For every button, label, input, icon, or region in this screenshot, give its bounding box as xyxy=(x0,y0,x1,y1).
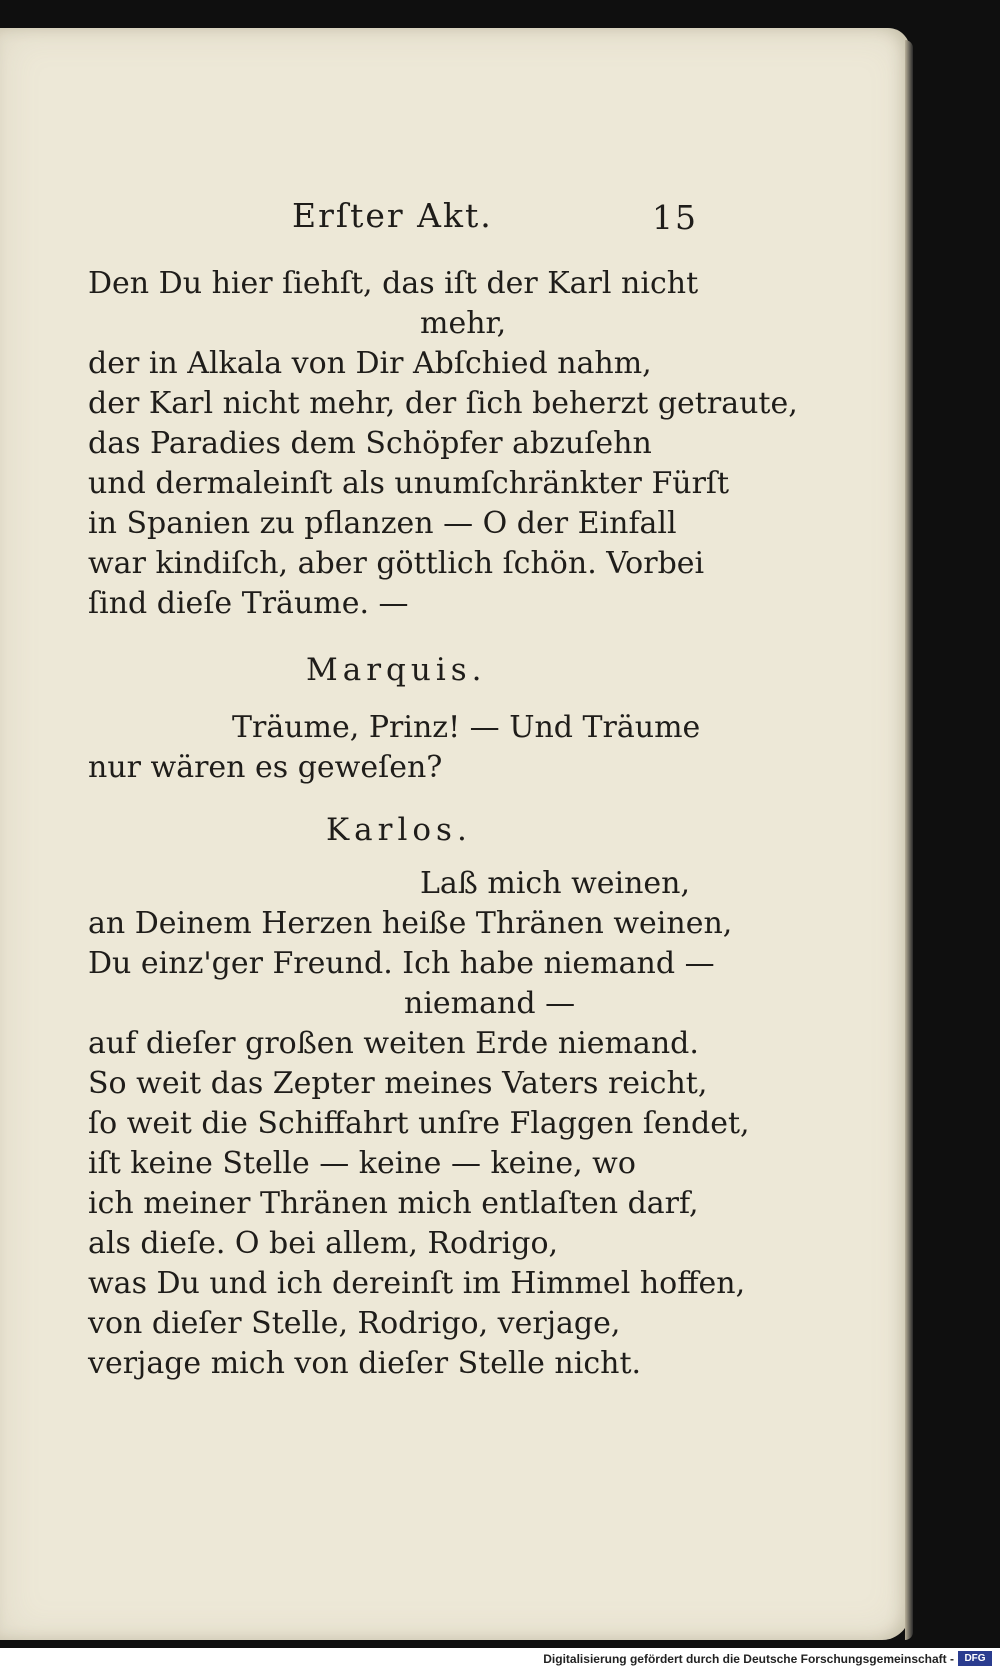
page-edge xyxy=(905,40,913,1640)
text-line: Laß mich weinen, xyxy=(420,866,691,901)
text-line: der in Alkala von Dir Abſchied nahm, xyxy=(88,346,652,381)
text-line: iſt keine Stelle — keine — keine, wo xyxy=(88,1146,636,1181)
text-line: ſo weit die Schiffahrt unſre Flaggen ſendet, xyxy=(88,1106,750,1141)
text-line: der Karl nicht mehr, der ſich beherzt getraute, xyxy=(88,386,798,421)
text-line: mehr, xyxy=(420,306,507,341)
text-line: nur wären es geweſen? xyxy=(88,750,443,785)
speaker-name: Marquis. xyxy=(306,652,487,688)
text-line: an Deinem Herzen heiße Thränen weinen, xyxy=(88,906,733,941)
text-line: ich meiner Thränen mich entlaſten darf, xyxy=(88,1186,699,1221)
text-line: von dieſer Stelle, Rodrigo, verjage, xyxy=(88,1306,621,1341)
text-line: als dieſe. O bei allem, Rodrigo, xyxy=(88,1226,559,1261)
text-line: war kindiſch, aber göttlich ſchön. Vorbei xyxy=(88,546,705,581)
speaker-name: Karlos. xyxy=(326,812,472,848)
text-line: das Paradies dem Schöpfer abzuſehn xyxy=(88,426,652,461)
text-line: was Du und ich dereinſt im Himmel hoffen, xyxy=(88,1266,746,1301)
text-line: So weit das Zepter meines Vaters reicht, xyxy=(88,1066,708,1101)
text-line: Träume, Prinz! — Und Träume xyxy=(232,710,701,745)
text-line: niemand — xyxy=(404,986,576,1021)
running-title: Erſter Akt. xyxy=(292,196,493,235)
text-line: und dermaleinſt als unumſchränkter Fürſt xyxy=(88,466,730,501)
text-line: auf dieſer großen weiten Erde niemand. xyxy=(88,1026,699,1061)
page-number: 15 xyxy=(652,198,698,237)
text-line: verjage mich von dieſer Stelle nicht. xyxy=(88,1346,642,1381)
text-line: Du einz'ger Freund. Ich habe niemand — xyxy=(88,946,715,981)
text-line: in Spanien zu pflanzen — O der Einfall xyxy=(88,506,677,541)
funding-credit: Digitalisierung gefördert durch die Deutsche Forschungsgemeinschaft - xyxy=(543,1652,954,1666)
dfg-logo: DFG xyxy=(958,1651,992,1666)
text-line: ſind dieſe Träume. — xyxy=(88,586,409,621)
text-line: Den Du hier ſiehſt, das iſt der Karl nicht xyxy=(88,266,699,301)
